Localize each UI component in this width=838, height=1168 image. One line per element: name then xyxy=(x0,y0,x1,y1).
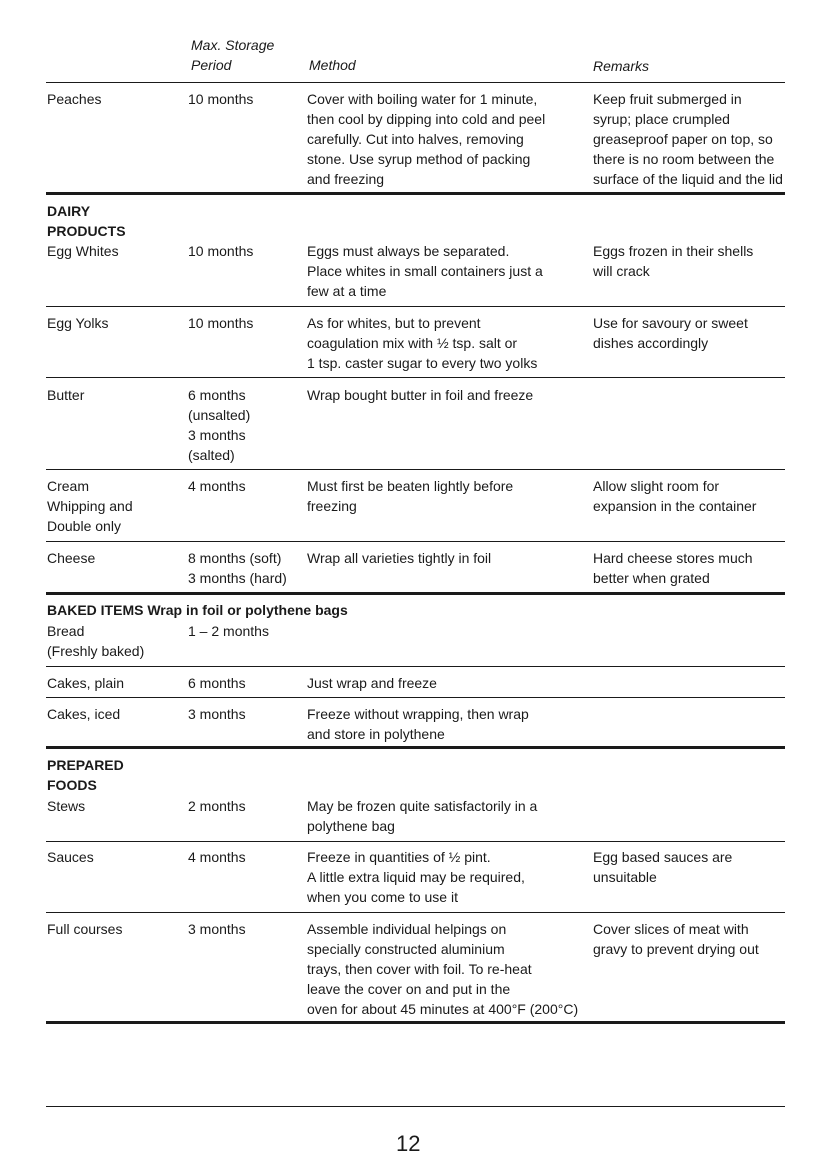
storage-cell xyxy=(188,476,303,496)
remarks-cell xyxy=(593,241,788,281)
item-line: Cakes, plain xyxy=(47,675,125,691)
method-cell xyxy=(307,385,587,405)
method-line: trays, then cover with foil. To re-heat xyxy=(307,961,532,977)
remarks-line: surface of the liquid and the lid xyxy=(593,171,783,187)
row-rule xyxy=(46,541,785,542)
method-line: Must first be beaten lightly before xyxy=(307,478,514,494)
method-line: specially constructed aluminium xyxy=(307,941,505,957)
method-line: when you come to use it xyxy=(307,889,458,905)
item-cell xyxy=(47,621,182,661)
remarks-line: Egg based sauces are xyxy=(593,849,733,865)
method-cell xyxy=(307,704,587,744)
item-cell xyxy=(47,548,182,568)
row-rule xyxy=(46,697,785,698)
remarks-cell xyxy=(593,548,788,588)
storage-cell xyxy=(188,548,303,588)
method-line: Wrap bought butter in foil and freeze xyxy=(307,387,534,403)
remarks-line: dishes accordingly xyxy=(593,335,709,351)
remarks-cell xyxy=(593,89,788,189)
item-cell xyxy=(47,89,182,109)
remarks-line: Eggs frozen in their shells xyxy=(593,243,754,259)
section-title-baked: BAKED ITEMS Wrap in foil or polythene bags xyxy=(47,602,348,618)
table-bottom-rule xyxy=(46,1021,785,1024)
method-line: Wrap all varieties tightly in foil xyxy=(307,550,492,566)
storage-line: 3 months xyxy=(188,427,246,443)
item-line: Bread xyxy=(47,623,85,639)
storage-line: 3 months xyxy=(188,921,246,937)
method-line: stone. Use syrup method of packing xyxy=(307,151,531,167)
method-line: carefully. Cut into halves, removing xyxy=(307,131,524,147)
method-cell xyxy=(307,919,587,1019)
method-cell xyxy=(307,847,587,907)
header-remarks: Remarks xyxy=(593,58,650,74)
row-rule xyxy=(46,666,785,667)
item-line: Peaches xyxy=(47,91,102,107)
item-cell xyxy=(47,385,182,405)
storage-line: 4 months xyxy=(188,478,246,494)
method-line: Place whites in small containers just a xyxy=(307,263,543,279)
method-cell xyxy=(307,673,587,693)
storage-line: (salted) xyxy=(188,447,235,463)
item-line: Butter xyxy=(47,387,85,403)
method-line: and store in polythene xyxy=(307,726,445,742)
method-line: then cool by dipping into cold and peel xyxy=(307,111,546,127)
footer-rule xyxy=(46,1106,785,1107)
storage-line: 10 months xyxy=(188,315,254,331)
remarks-cell xyxy=(593,313,788,353)
row-rule xyxy=(46,912,785,913)
storage-cell xyxy=(188,385,303,465)
section-title-prepared-line2: FOODS xyxy=(47,777,97,793)
storage-cell xyxy=(188,241,303,261)
item-cell xyxy=(47,313,182,333)
method-line: few at a time xyxy=(307,283,387,299)
storage-line: 1 – 2 months xyxy=(188,623,269,639)
storage-cell xyxy=(188,313,303,333)
item-line: Double only xyxy=(47,518,121,534)
method-line: leave the cover on and put in the xyxy=(307,981,511,997)
storage-cell xyxy=(188,89,303,109)
item-line: Whipping and xyxy=(47,498,133,514)
remarks-cell xyxy=(593,847,788,887)
page-number: 12 xyxy=(396,1131,421,1156)
remarks-line: Use for savoury or sweet xyxy=(593,315,748,331)
method-line: Freeze without wrapping, then wrap xyxy=(307,706,529,722)
header-max-storage-line2: Period xyxy=(191,57,232,73)
remarks-line: Keep fruit submerged in xyxy=(593,91,742,107)
storage-cell xyxy=(188,704,303,724)
item-cell xyxy=(47,476,182,536)
method-line: polythene bag xyxy=(307,818,395,834)
row-rule xyxy=(46,469,785,470)
item-line: Full courses xyxy=(47,921,123,937)
remarks-line: there is no room between the xyxy=(593,151,775,167)
item-cell xyxy=(47,673,182,693)
storage-line: 2 months xyxy=(188,798,246,814)
remarks-line: greaseproof paper on top, so xyxy=(593,131,773,147)
remarks-line: Allow slight room for xyxy=(593,478,720,494)
method-cell xyxy=(307,548,587,568)
item-cell xyxy=(47,241,182,261)
remarks-line: better when grated xyxy=(593,570,710,586)
remarks-line: Hard cheese stores much xyxy=(593,550,753,566)
row-rule xyxy=(46,377,785,378)
method-line: freezing xyxy=(307,498,357,514)
method-cell xyxy=(307,796,587,836)
storage-line: 10 months xyxy=(188,91,254,107)
method-line: Eggs must always be separated. xyxy=(307,243,510,259)
method-line: A little extra liquid may be required, xyxy=(307,869,525,885)
method-line: 1 tsp. caster sugar to every two yolks xyxy=(307,355,538,371)
storage-line: 6 months xyxy=(188,387,246,403)
method-cell xyxy=(307,241,587,301)
method-cell xyxy=(307,476,587,516)
method-line: May be frozen quite satisfactorily in a xyxy=(307,798,538,814)
remarks-cell xyxy=(593,476,788,516)
method-line: As for whites, but to prevent xyxy=(307,315,481,331)
storage-cell xyxy=(188,621,303,641)
item-cell xyxy=(47,796,182,816)
storage-line: 10 months xyxy=(188,243,254,259)
section-rule xyxy=(46,592,785,595)
storage-line: 3 months xyxy=(188,706,246,722)
method-line: and freezing xyxy=(307,171,385,187)
item-cell xyxy=(47,704,182,724)
storage-cell xyxy=(188,847,303,867)
method-cell xyxy=(307,313,587,373)
storage-line: 8 months (soft) xyxy=(188,550,282,566)
method-line: Cover with boiling water for 1 minute, xyxy=(307,91,538,107)
method-line: oven for about 45 minutes at 400°F (200°C) xyxy=(307,1001,579,1017)
item-cell xyxy=(47,919,182,939)
section-title-dairy-line2: PRODUCTS xyxy=(47,223,126,239)
section-title-dairy-line1: DAIRY xyxy=(47,203,91,219)
remarks-cell xyxy=(593,919,788,959)
method-cell xyxy=(307,89,587,189)
row-rule xyxy=(46,841,785,842)
storage-line: 6 months xyxy=(188,675,246,691)
remarks-line: will crack xyxy=(593,263,650,279)
section-rule xyxy=(46,192,785,195)
item-cell xyxy=(47,847,182,867)
item-line: Sauces xyxy=(47,849,94,865)
item-line: Cheese xyxy=(47,550,96,566)
header-method: Method xyxy=(309,57,356,73)
storage-cell xyxy=(188,919,303,939)
item-line: Egg Yolks xyxy=(47,315,109,331)
item-line: Stews xyxy=(47,798,86,814)
method-line: Just wrap and freeze xyxy=(307,675,437,691)
storage-cell xyxy=(188,796,303,816)
header-max-storage-line1: Max. Storage xyxy=(191,37,275,53)
item-line: (Freshly baked) xyxy=(47,643,145,659)
remarks-line: Cover slices of meat with xyxy=(593,921,749,937)
storage-line: 3 months (hard) xyxy=(188,570,287,586)
item-line: Egg Whites xyxy=(47,243,119,259)
remarks-line: expansion in the container xyxy=(593,498,757,514)
storage-cell xyxy=(188,673,303,693)
section-rule xyxy=(46,746,785,749)
method-line: coagulation mix with ½ tsp. salt or xyxy=(307,335,518,351)
method-line: Assemble individual helpings on xyxy=(307,921,507,937)
remarks-line: unsuitable xyxy=(593,869,657,885)
storage-line: (unsalted) xyxy=(188,407,251,423)
method-line: Freeze in quantities of ½ pint. xyxy=(307,849,491,865)
item-line: Cakes, iced xyxy=(47,706,121,722)
row-rule xyxy=(46,306,785,307)
header-rule xyxy=(46,82,785,83)
remarks-line: syrup; place crumpled xyxy=(593,111,730,127)
item-line: Cream xyxy=(47,478,90,494)
storage-line: 4 months xyxy=(188,849,246,865)
section-title-prepared-line1: PREPARED xyxy=(47,757,124,773)
remarks-line: gravy to prevent drying out xyxy=(593,941,759,957)
